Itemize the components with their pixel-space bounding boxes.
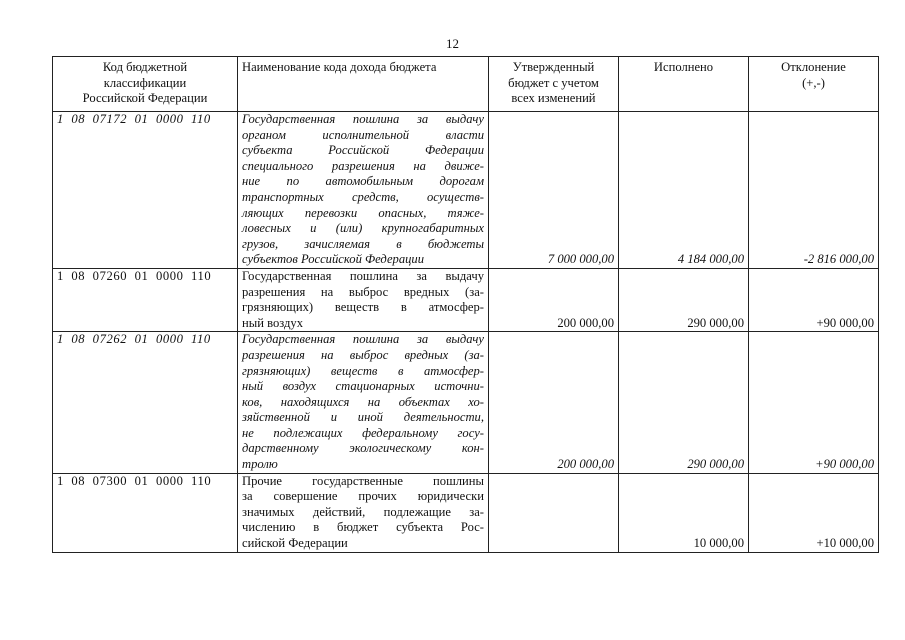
revenue-name-cell [238, 332, 489, 473]
table-row [53, 473, 879, 552]
approved-amount [489, 473, 619, 552]
revenue-name-line: грязняющих) веществ в атмосфер- [242, 300, 484, 315]
header-line: Исполнено [653, 60, 714, 74]
revenue-name-line: дарственному экологическому кон- [242, 441, 484, 456]
budget-code-cell [53, 112, 238, 269]
header-code [53, 57, 238, 112]
header-line: Наименование кода дохода бюджета [242, 60, 437, 74]
header-line: Код бюджетной [102, 60, 188, 74]
revenue-name-line: ный воздух стационарных источни- [242, 379, 484, 394]
approved-amount: 7 000 000,00 [489, 112, 619, 269]
deviation-amount: +90 000,00 [749, 332, 879, 473]
revenue-name-line: разрешения на выброс вредных (за- [242, 284, 484, 299]
revenue-name-line: транспортных средств, осуществ- [242, 189, 484, 204]
revenue-name-line: Прочие государственные пошлины [242, 473, 484, 488]
revenue-name-line: ков, находящихся на объектах хо- [242, 394, 484, 409]
header-line: бюджет с учетом [508, 75, 599, 90]
budget-code: 1 08 07260 01 0000 110 [57, 268, 212, 283]
revenue-name-line: за совершение прочих юридически [242, 489, 484, 504]
executed-amount: 290 000,00 [619, 332, 749, 473]
header-line: (+,-) [802, 75, 825, 90]
revenue-name-line: ляющих перевозки опасных, тяже- [242, 205, 484, 220]
executed-amount: 4 184 000,00 [619, 112, 749, 269]
revenue-name-line: числению в бюджет субъекта Рос- [242, 520, 484, 535]
table-row [53, 332, 879, 473]
executed-amount: 10 000,00 [619, 473, 749, 552]
revenue-name-line: органом исполнительной власти [242, 127, 484, 142]
header-name [238, 57, 489, 112]
budget-revenue-table [52, 56, 879, 553]
budget-code: 1 08 07262 01 0000 110 [57, 332, 211, 347]
deviation-amount: -2 816 000,00 [749, 112, 879, 269]
revenue-name-line: субъектов Российской Федерации [242, 252, 425, 267]
header-line: Отклонение [781, 60, 846, 74]
header-executed [619, 57, 749, 112]
revenue-name-cell [238, 473, 489, 552]
revenue-name-line: грузов, зачисляемая в бюджеты [242, 236, 484, 251]
executed-amount: 290 000,00 [619, 268, 749, 331]
header-line: всех изменений [511, 91, 596, 106]
revenue-name-line: не подлежащих федеральному госу- [242, 425, 484, 440]
deviation-amount: +90 000,00 [749, 268, 879, 331]
revenue-name-line: ловесных и (или) крупногабаритных [242, 221, 484, 236]
revenue-name-line: значимых действий, подлежащие за- [242, 504, 484, 519]
deviation-amount: +10 000,00 [749, 473, 879, 552]
header-line: Утвержденный [512, 60, 595, 74]
header-deviation [749, 57, 879, 112]
revenue-name-line: субъекта Российской Федерации [242, 143, 484, 158]
revenue-name-line: зяйственной и иной деятельности, [242, 410, 484, 425]
budget-code-cell [53, 332, 238, 473]
page-number: 12 [446, 36, 459, 51]
revenue-name-line: специального разрешения на движе- [242, 158, 484, 173]
revenue-name-line: сийской Федерации [242, 536, 348, 551]
revenue-name-line: ный воздух [242, 315, 303, 330]
revenue-name-line: Государственная пошлина за выдачу [242, 268, 484, 283]
revenue-name-line: разрешения на выброс вредных (за- [242, 347, 484, 362]
revenue-name-cell [238, 112, 489, 269]
revenue-name-line: грязняющих) веществ в атмосфер- [242, 363, 484, 378]
budget-code-cell [53, 473, 238, 552]
approved-amount: 200 000,00 [489, 332, 619, 473]
table-row [53, 268, 879, 331]
header-approved [489, 57, 619, 112]
revenue-name-cell [238, 268, 489, 331]
revenue-name-line: ние по автомобильным дорогам [242, 174, 484, 189]
header-line: классификации [103, 75, 187, 90]
table-row [53, 112, 879, 269]
approved-amount: 200 000,00 [489, 268, 619, 331]
revenue-name-line: Государственная пошлина за выдачу [242, 112, 484, 126]
budget-code-cell [53, 268, 238, 331]
revenue-name-line: тролю [242, 457, 278, 472]
header-line: Российской Федерации [82, 91, 208, 106]
revenue-name-line: Государственная пошлина за выдачу [242, 332, 484, 347]
budget-code: 1 08 07172 01 0000 110 [57, 112, 211, 126]
table-header-row [53, 57, 879, 112]
budget-code: 1 08 07300 01 0000 110 [57, 473, 212, 488]
